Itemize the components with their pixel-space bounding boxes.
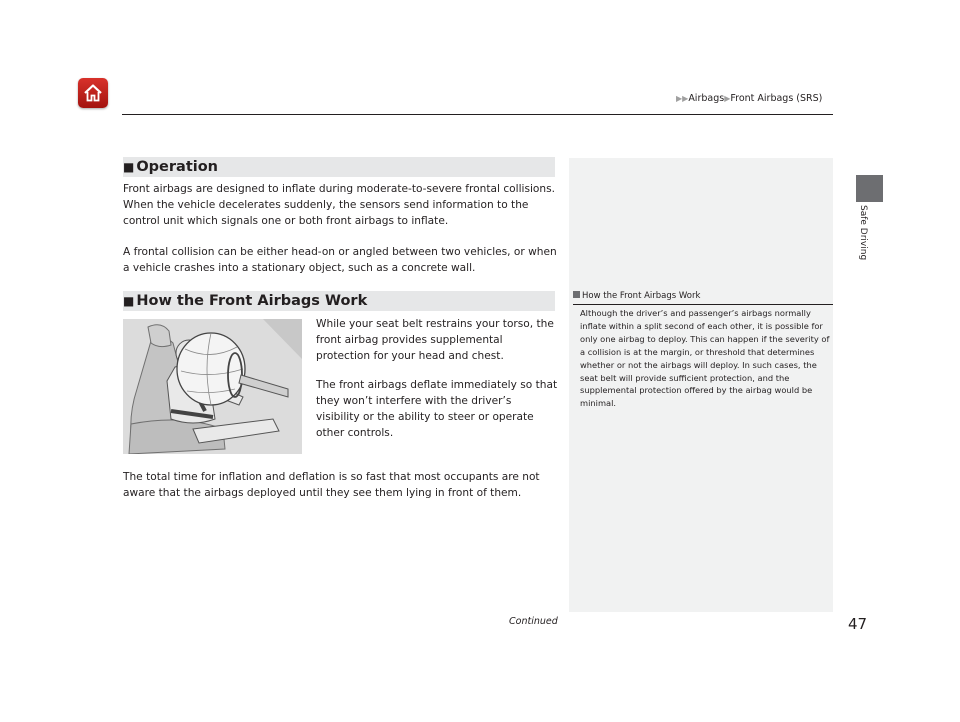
chapter-tab-label: Safe Driving <box>858 205 868 261</box>
how-airbags-paragraph-2: The front airbags deflate immediately so that they won’t interfere with the driver’s visibility or the ability to steer or operate other controls. <box>316 379 558 439</box>
chapter-tab-marker[interactable] <box>856 175 883 202</box>
home-icon <box>82 82 104 104</box>
operation-paragraph-1: Front airbags are designed to inflate during moderate-to-severe frontal collisions. When the vehicle decelerates suddenly, the sensors send information to the control unit which signals one or both front airbags to inflate. <box>123 183 555 227</box>
breadcrumb-arrow-icon: ▶▶ <box>676 94 689 103</box>
how-airbags-paragraph-3: The total time for inflation and deflation is so fast that most occupants are not aware that the airbags deployed until they see them lying in front of them. <box>123 471 540 499</box>
section-heading-text: Operation <box>136 159 219 175</box>
note-marker-icon <box>573 291 580 298</box>
breadcrumb-arrow-icon: ▶ <box>724 94 731 103</box>
section-square-icon: ■ <box>123 294 135 308</box>
side-note-title-text: How the Front Airbags Work <box>582 291 701 301</box>
side-note-title <box>573 291 833 305</box>
operation-paragraph-2: A frontal collision can be either head-on or angled between two vehicles, or when a vehicle crashes into a stationary object, such as a concrete wall. <box>123 246 557 274</box>
section-heading-text: How the Front Airbags Work <box>136 293 368 309</box>
header-divider <box>122 114 833 115</box>
page-number: 47 <box>848 615 868 633</box>
breadcrumb-link-airbags[interactable]: Airbags <box>688 93 725 104</box>
breadcrumb <box>676 93 822 104</box>
section-heading-operation <box>123 157 555 177</box>
continued-label: Continued <box>509 616 558 627</box>
how-airbags-paragraph-1: While your seat belt restrains your torso, the front airbag provides supplemental protection for your head and chest. <box>316 318 554 362</box>
section-heading-how-airbags-work <box>123 291 555 311</box>
side-note-text: Although the driver’s and passenger’s airbags normally inflate within a split second of each other, it is possible for only one airbag to deploy. This can happen if the severity of a collision is at the margin, or threshold that determines whether or not the airbags will deploy. In such cases, the seat belt will provide sufficient protection, and the supplemental protection offered by the airbag would be minimal. <box>580 308 830 409</box>
breadcrumb-current: Front Airbags (SRS) <box>730 93 823 104</box>
section-square-icon: ■ <box>123 160 135 174</box>
airbag-deployment-image <box>123 319 302 454</box>
airbag-illustration <box>123 319 302 454</box>
home-button[interactable] <box>78 78 108 108</box>
